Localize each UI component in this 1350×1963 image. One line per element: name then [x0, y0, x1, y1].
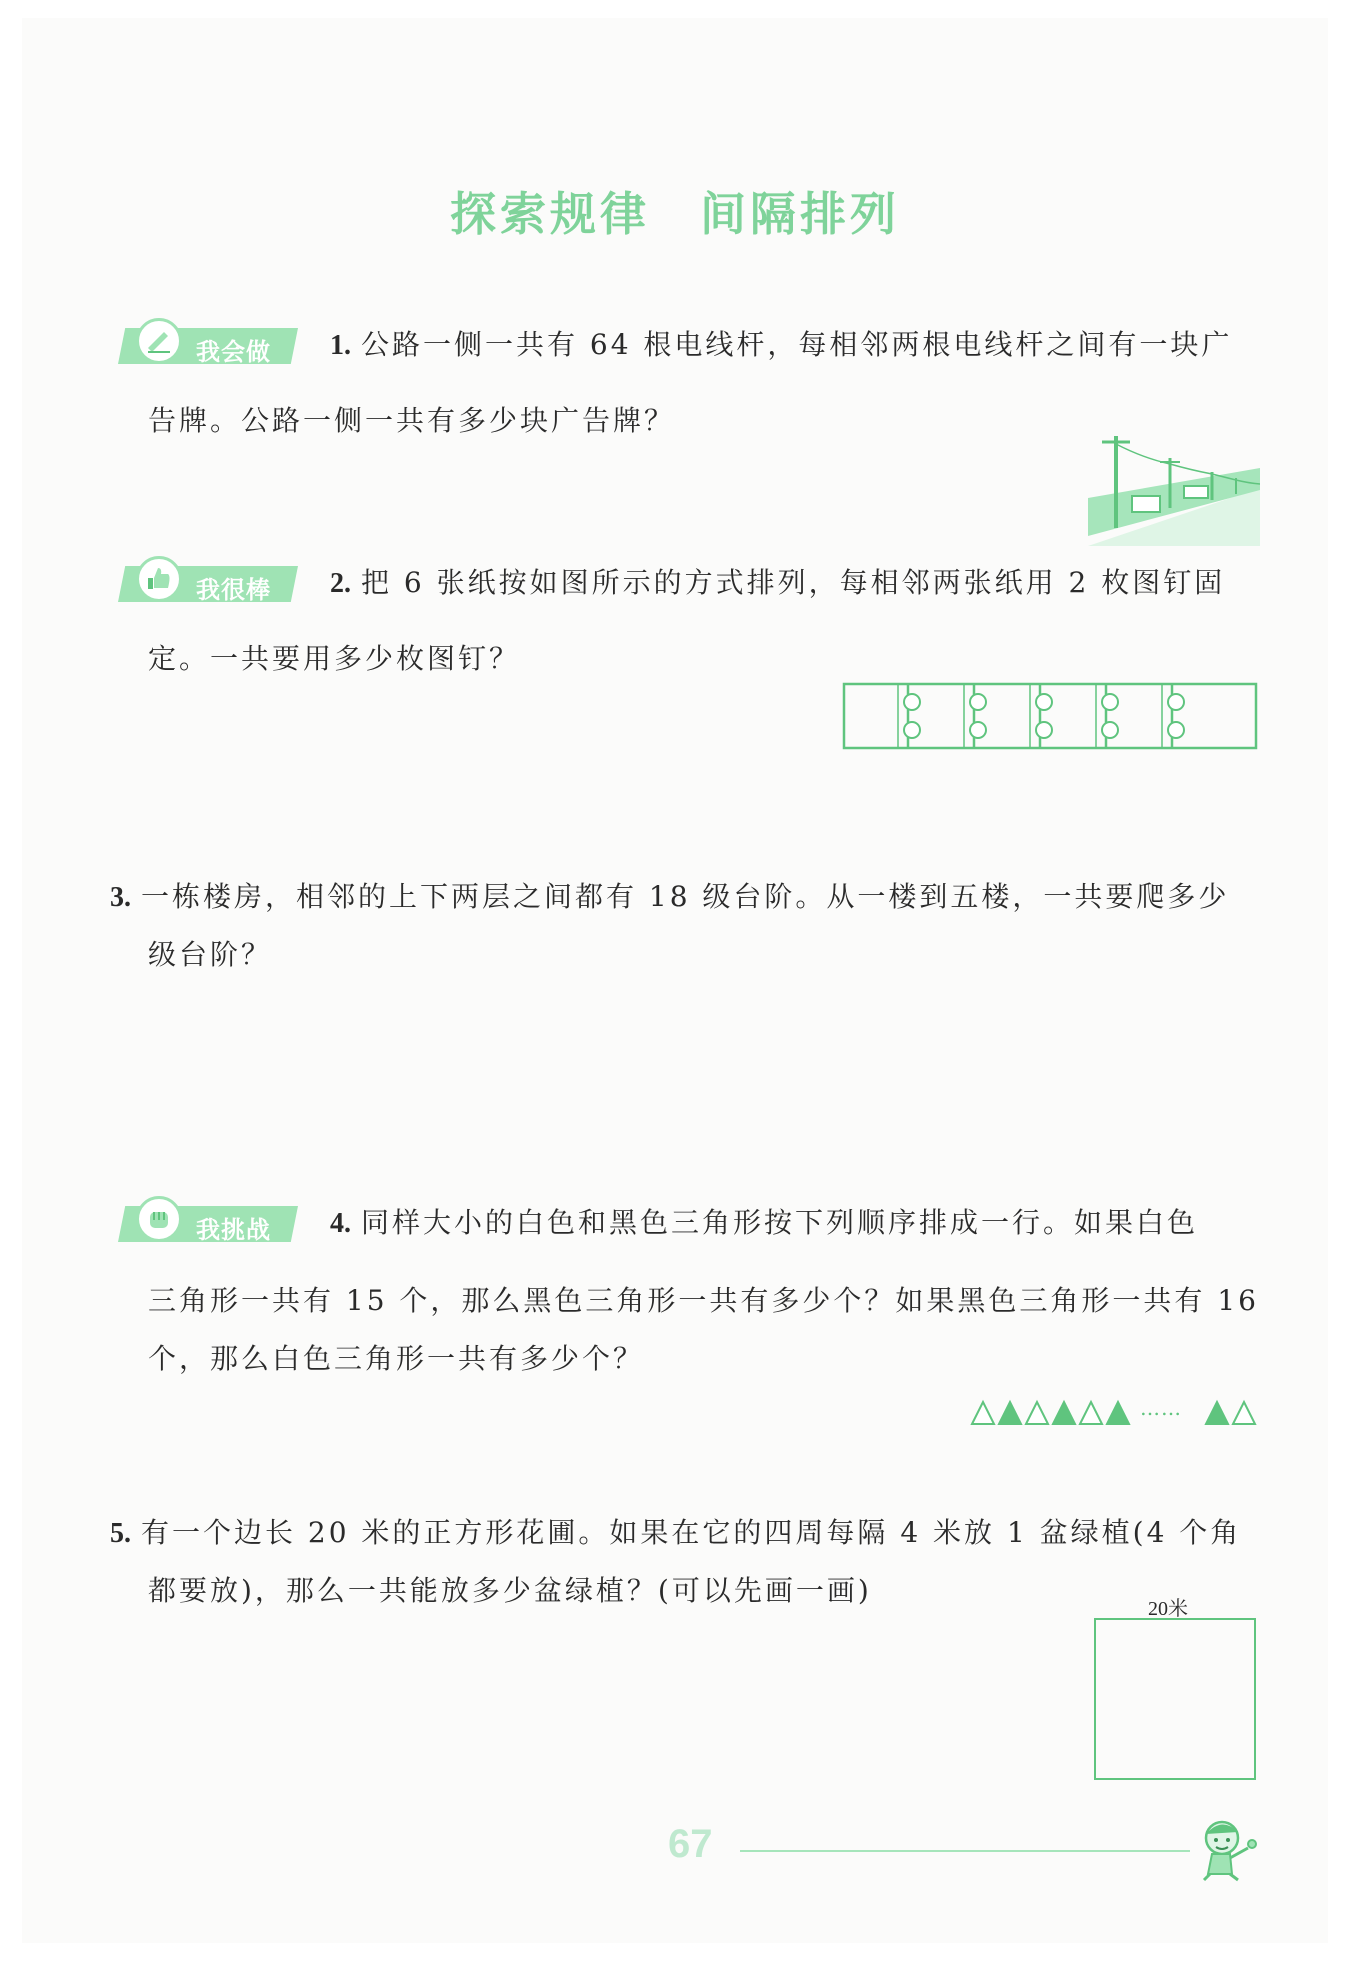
question-number: 5. — [110, 1518, 131, 1549]
question-number: 2. — [330, 568, 351, 599]
badge-label: 我很棒 — [196, 576, 271, 604]
badge-label: 我会做 — [196, 338, 271, 366]
badge-very-good — [118, 560, 298, 604]
question-3-continued: 级台阶？ — [148, 938, 273, 971]
badge-i-can-do — [118, 322, 298, 366]
badge-challenge — [118, 1200, 298, 1244]
ellipsis: …… — [1140, 1396, 1182, 1420]
triangle-sequence — [970, 1398, 1262, 1426]
question-text: 有一个边长 20 米的正方形花圃。如果在它的四周每隔 4 米放 1 盆绿植(4 个角 — [141, 1516, 1242, 1549]
badge-label: 我挑战 — [196, 1216, 271, 1244]
question-text: 公路一侧一共有 64 根电线杆，每相邻两根电线杆之间有一块广 — [361, 328, 1233, 361]
question-5 — [110, 1514, 1241, 1553]
question-4 — [330, 1204, 1198, 1243]
question-3 — [110, 878, 1229, 917]
question-text: 一栋楼房，相邻的上下两层之间都有 18 级台阶。从一楼到五楼，一共要爬多少 — [141, 880, 1230, 913]
question-text: 把 6 张纸按如图所示的方式排列，每相邻两张纸用 2 枚图钉固 — [361, 566, 1226, 599]
question-number: 4. — [330, 1208, 351, 1239]
question-number: 1. — [330, 330, 351, 361]
page-number: 67 — [668, 1822, 713, 1866]
footer-line — [740, 1850, 1190, 1852]
fist-icon — [136, 1196, 182, 1242]
thumbs-up-icon — [136, 556, 182, 602]
writing-hand-icon — [136, 318, 182, 364]
square-garden-box — [1094, 1618, 1256, 1780]
question-2 — [330, 564, 1225, 603]
page-title: 探索规律 间隔排列 — [450, 187, 900, 241]
question-number: 3. — [110, 882, 131, 913]
question-text: 同样大小的白色和黑色三角形按下列顺序排成一行。如果白色 — [361, 1206, 1199, 1239]
question-1-continued: 告牌。公路一侧一共有多少块广告牌？ — [148, 404, 676, 437]
power-poles-illustration — [1088, 428, 1260, 546]
question-2-continued: 定。一共要用多少枚图钉？ — [148, 642, 521, 675]
paper-pins-diagram — [842, 682, 1260, 752]
cartoon-mascot-icon — [1192, 1814, 1262, 1884]
question-4-continued: 三角形一共有 15 个，那么黑色三角形一共有多少个？如果黑色三角形一共有 16 — [148, 1284, 1259, 1317]
question-4-continued-2: 个，那么白色三角形一共有多少个？ — [148, 1342, 645, 1375]
question-1 — [330, 326, 1232, 365]
square-side-label: 20米 — [1148, 1598, 1188, 1620]
question-5-continued: 都要放)，那么一共能放多少盆绿植？(可以先画一画) — [148, 1574, 872, 1607]
